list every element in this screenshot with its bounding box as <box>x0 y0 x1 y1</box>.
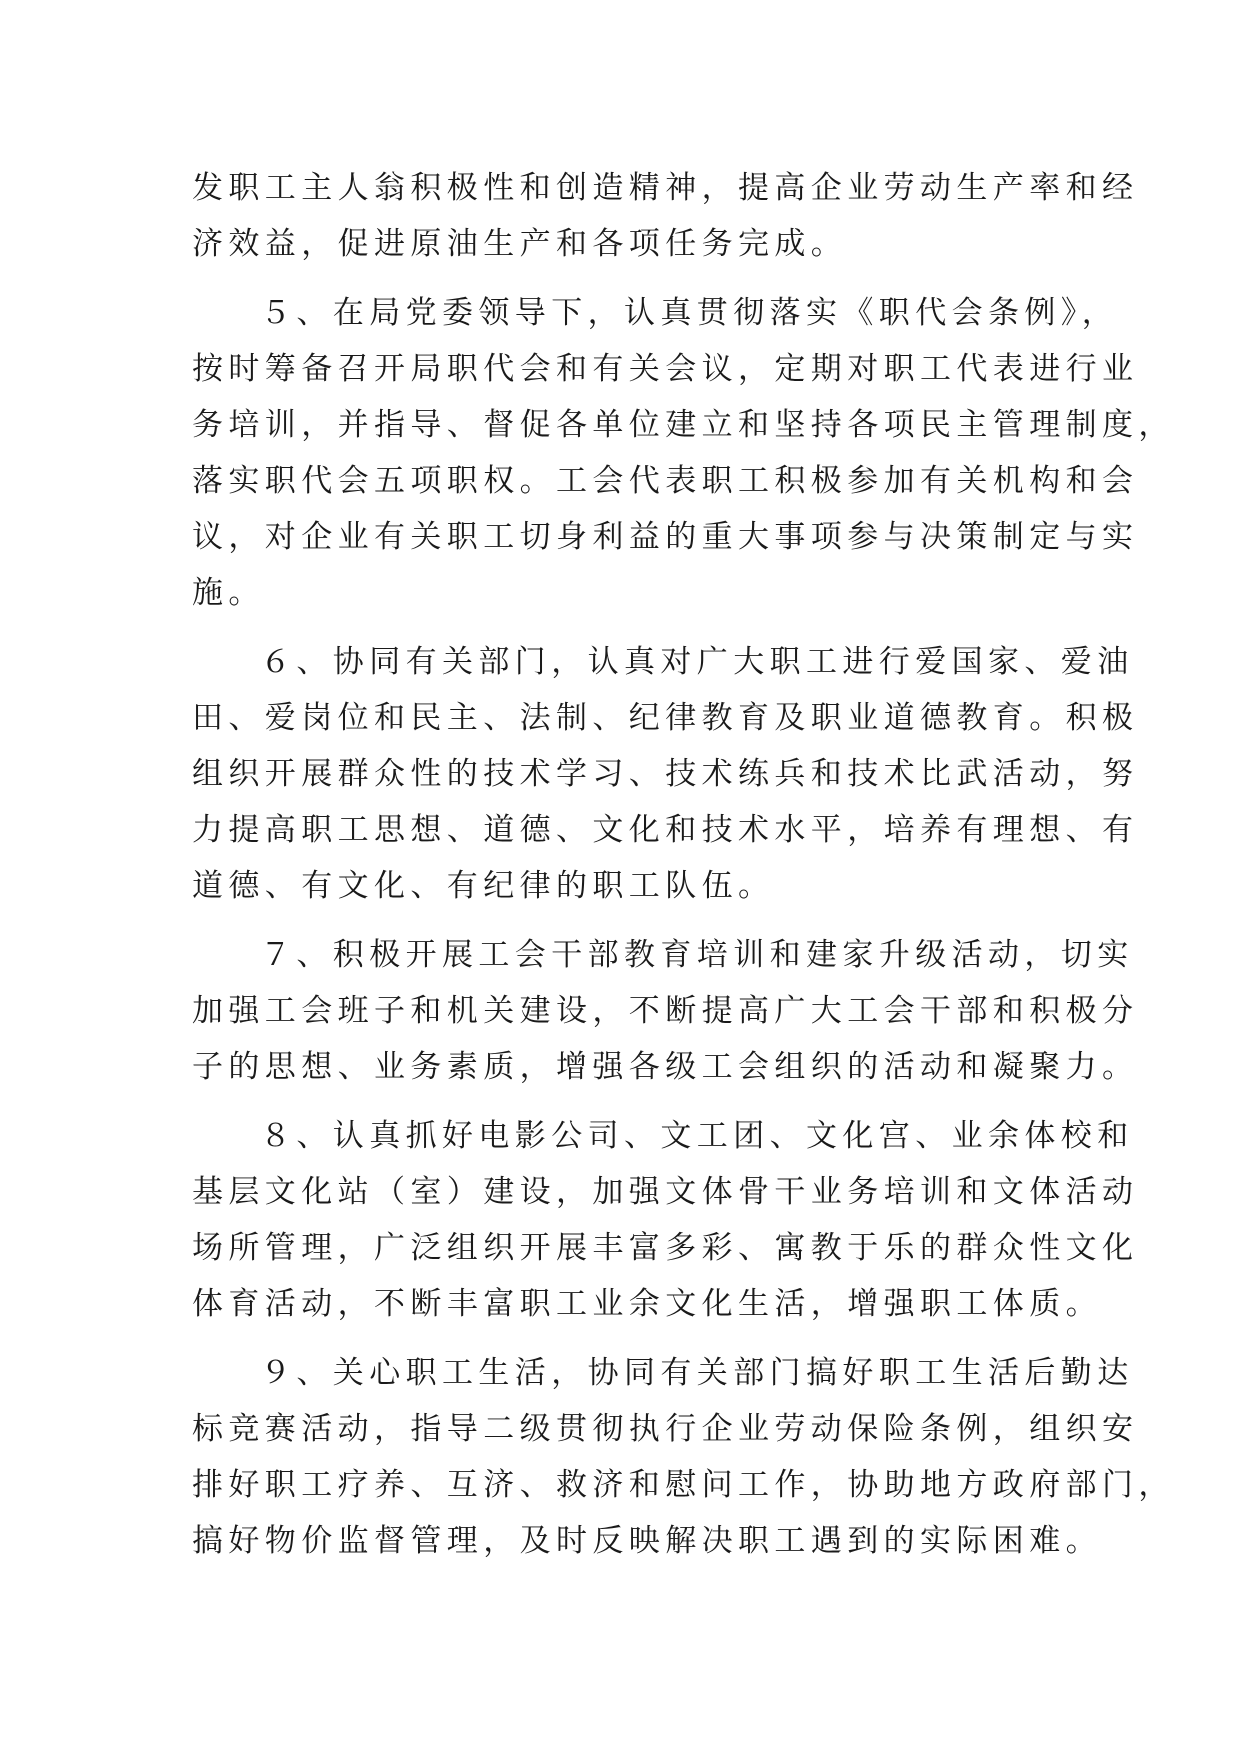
text-line: 务培训，并指导、督促各单位建立和坚持各项民主管理制度， <box>192 407 1175 443</box>
text-line: 基层文化站（室）建设，加强文体骨干业务培训和文体活动 <box>192 1174 1139 1210</box>
paragraph-item-9 <box>192 1345 1175 1569</box>
text-line: 体育活动，不断丰富职工业余文化生活，增强职工体质。 <box>192 1286 1102 1322</box>
text-line: 发职工主人翁积极性和创造精神，提高企业劳动生产率和经 <box>192 170 1139 206</box>
text-line: ９、关心职工生活，协同有关部门搞好职工生活后勤达 <box>260 1355 1134 1391</box>
text-line: 搞好物价监督管理，及时反映解决职工遇到的实际困难。 <box>192 1523 1102 1559</box>
text-line: 济效益，促进原油生产和各项任务完成。 <box>192 226 848 262</box>
paragraph-item-8 <box>192 1108 1139 1332</box>
text-line: 按时筹备召开局职代会和有关会议，定期对职工代表进行业 <box>192 351 1139 387</box>
text-line: 加强工会班子和机关建设，不断提高广大工会干部和积极分 <box>192 993 1139 1029</box>
text-line: 议，对企业有关职工切身利益的重大事项参与决策制定与实 <box>192 519 1139 555</box>
paragraph-item-7 <box>192 927 1139 1095</box>
text-line: 道德、有文化、有纪律的职工队伍。 <box>192 868 775 904</box>
text-line: ６、协同有关部门，认真对广大职工进行爱国家、爱油 <box>260 644 1134 680</box>
paragraph-item-5 <box>192 285 1175 621</box>
text-line: 子的思想、业务素质，增强各级工会组织的活动和凝聚力。 <box>192 1049 1139 1085</box>
text-line: 排好职工疗养、互济、救济和慰问工作，协助地方政府部门， <box>192 1467 1175 1503</box>
paragraph-continuation <box>192 160 1139 272</box>
text-line: 田、爱岗位和民主、法制、纪律教育及职业道德教育。积极 <box>192 700 1139 736</box>
text-line: 标竞赛活动，指导二级贯彻执行企业劳动保险条例，组织安 <box>192 1411 1139 1447</box>
text-line: 落实职代会五项职权。工会代表职工积极参加有关机构和会 <box>192 463 1139 499</box>
document-body <box>192 160 1175 1569</box>
text-line: 施。 <box>192 575 265 611</box>
text-line: 组织开展群众性的技术学习、技术练兵和技术比武活动，努 <box>192 756 1139 792</box>
text-line: 力提高职工思想、道德、文化和技术水平，培养有理想、有 <box>192 812 1139 848</box>
text-line: ７、积极开展工会干部教育培训和建家升级活动，切实 <box>260 937 1134 973</box>
paragraph-item-6 <box>192 634 1139 914</box>
text-line: 场所管理，广泛组织开展丰富多彩、寓教于乐的群众性文化 <box>192 1230 1139 1266</box>
text-line: ８、认真抓好电影公司、文工团、文化宫、业余体校和 <box>260 1118 1134 1154</box>
text-line: ５、在局党委领导下，认真贯彻落实《职代会条例》， <box>260 295 1119 331</box>
